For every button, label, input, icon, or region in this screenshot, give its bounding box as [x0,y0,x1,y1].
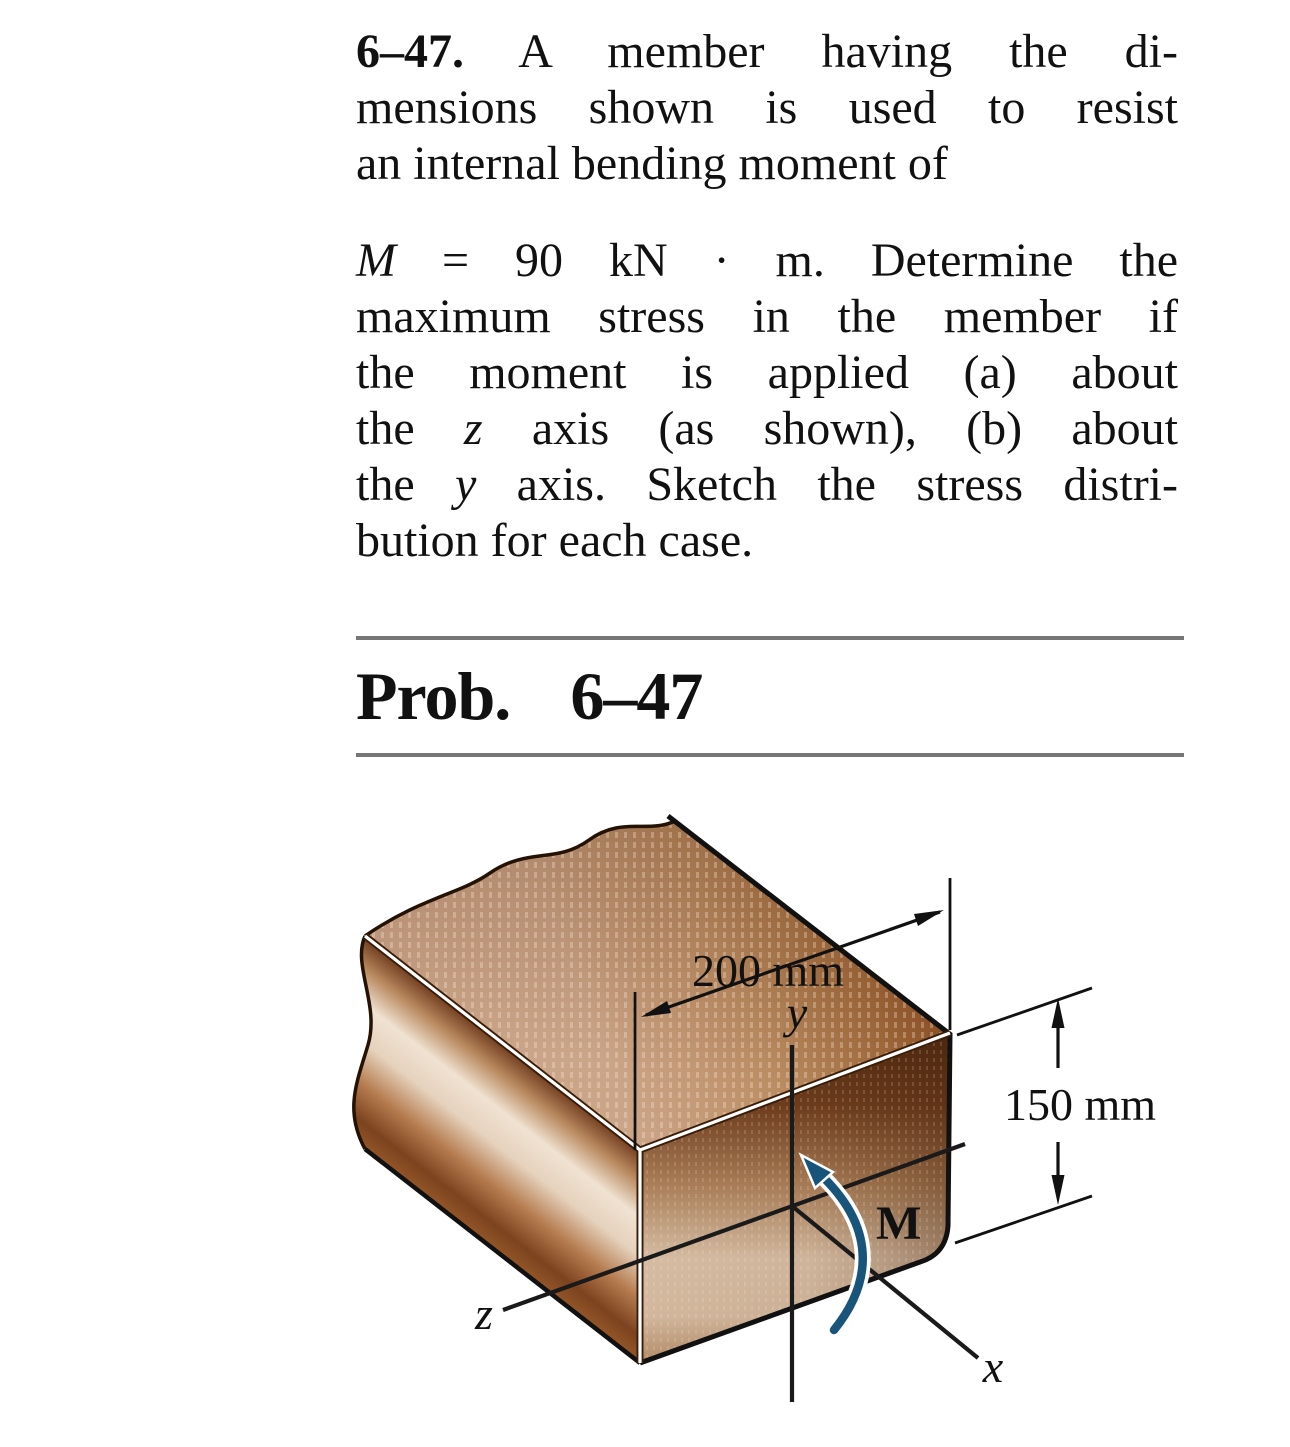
divider-rule-top [356,636,1184,640]
prob-heading [356,658,703,734]
beam-figure-svg [330,780,1210,1447]
height-dimension-label: 150 mm [1004,1079,1157,1130]
text-line [356,24,1178,80]
width-dimension-label: 200 mm [691,945,845,996]
text-segment: the [356,458,455,511]
paragraph [356,24,1178,192]
prob-heading-number: 6–47 [570,658,703,734]
text-segment: z [463,402,483,455]
moment-label: M [876,1197,922,1250]
text-line [356,136,1178,192]
y-axis-label: y [786,987,808,1038]
text-segment: axis (as shown), (b) about [482,402,1179,455]
problem-text [356,24,1178,569]
text-line [356,401,1178,457]
divider-rule-bottom [356,753,1184,757]
text-segment: y [455,458,477,511]
text-segment: M [356,234,396,287]
text-segment: 6–47. [356,25,464,78]
text-segment: bution for each case. [356,514,754,567]
text-segment: the [356,402,464,455]
text-line [356,289,1178,345]
text-segment: an internal bending moment of [356,137,948,190]
text-segment: axis. Sketch the stress distri- [476,458,1179,511]
text-line [356,345,1178,401]
text-line [356,457,1178,513]
paragraph [356,233,1178,569]
text-segment: = 90 kN · m. Determine the [395,234,1178,287]
z-axis-label: z [475,1288,493,1339]
text-segment: the moment is applied (a) about [356,346,1178,399]
figure [330,780,1210,1447]
x-axis-label: x [982,1341,1004,1392]
text-segment: A member having the di- [464,25,1178,78]
text-segment: mensions shown is used to resist [356,81,1178,134]
text-line [356,80,1178,136]
text-line [356,233,1178,289]
text-segment: maximum stress in the member if [356,290,1178,343]
prob-heading-prefix: Prob. [356,658,511,734]
text-line [356,513,1178,569]
